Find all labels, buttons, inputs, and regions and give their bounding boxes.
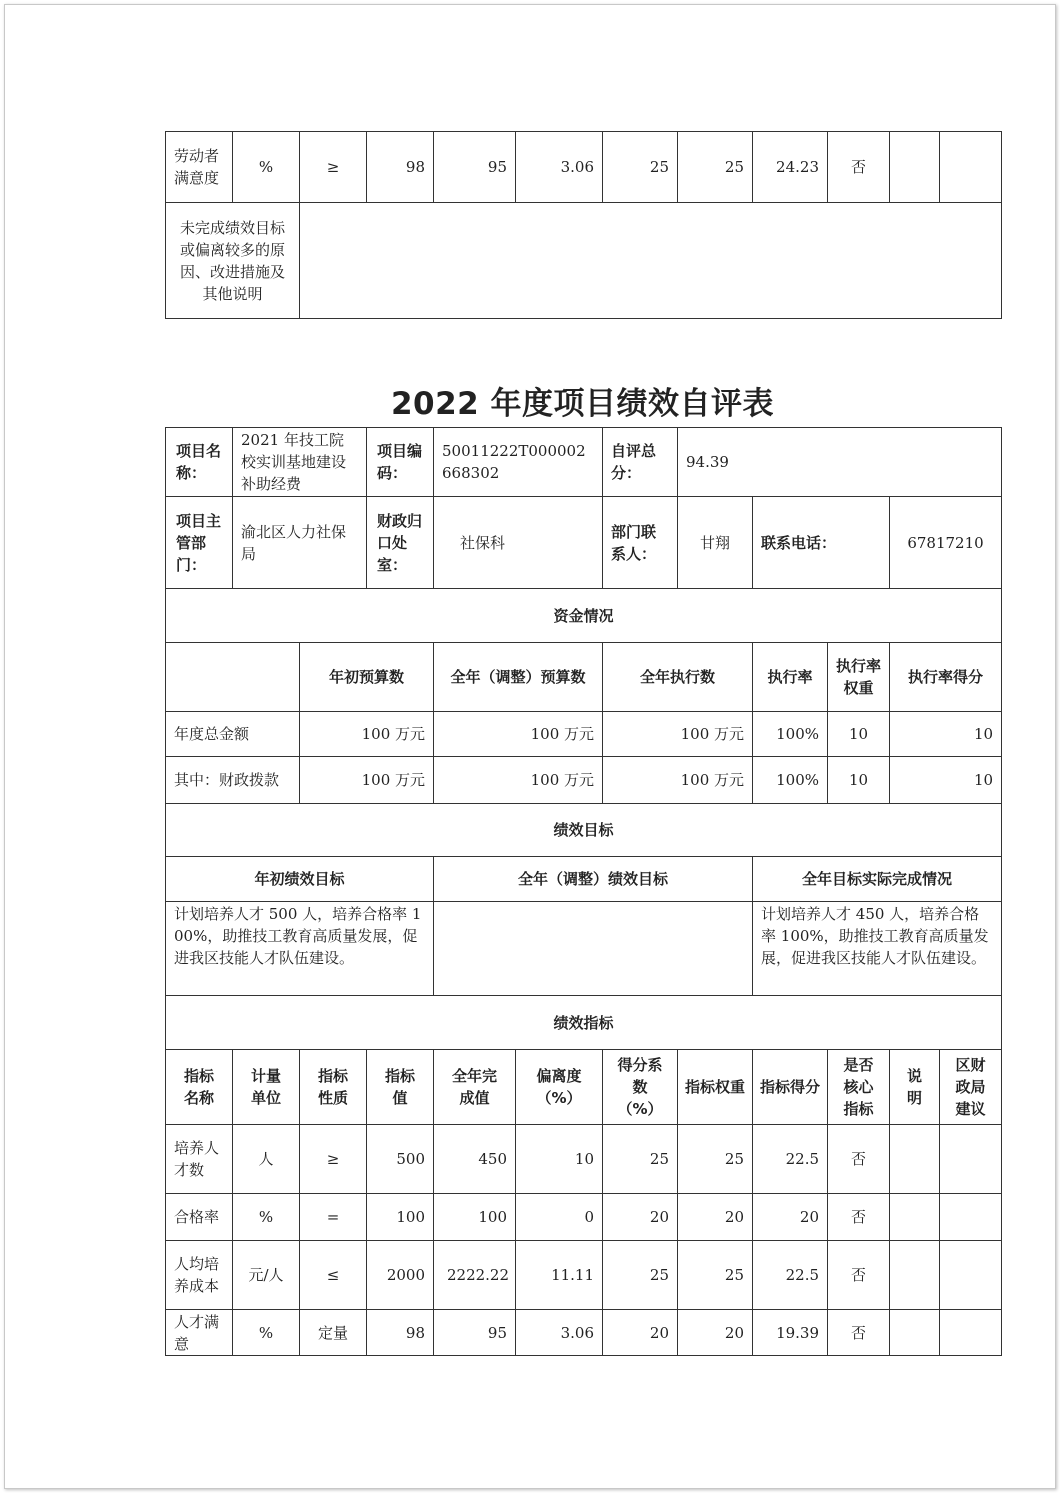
dept-label: 项目主管部门：: [166, 497, 233, 589]
indicator-unit: %: [233, 1310, 300, 1356]
table-row: [166, 1125, 1002, 1194]
indicator-note: [890, 1310, 940, 1356]
indicator-score: 22.5: [753, 1241, 828, 1310]
indicator-header: 是否核心指标: [828, 1050, 890, 1125]
indicator-header: 指标值: [367, 1050, 434, 1125]
reason-label: 未完成绩效目标或偏离较多的原因、改进措施及其他说明: [166, 203, 300, 319]
funds-header: 全年执行数: [603, 643, 753, 712]
goal-initial: 计划培养人才 500 人，培养合格率 100%，助推技工教育高质量发展，促进我区技能人才队伍建设。: [166, 902, 434, 996]
indicator-header: 计量单位: [233, 1050, 300, 1125]
funds-header-row: [166, 643, 1002, 712]
indicator-note: [890, 1194, 940, 1241]
total-score: 94.39: [678, 428, 1002, 497]
goal-actual: 计划培养人才 450 人，培养合格率 100%，助推技工教育高质量发展，促进我区技能人才队伍建设。: [753, 902, 1002, 996]
table-row: [166, 1194, 1002, 1241]
indicator-target: 100: [367, 1194, 434, 1241]
contact: 甘翔: [678, 497, 753, 589]
indicator-unit: %: [233, 132, 300, 203]
funds-cell: 100 万元: [434, 712, 603, 757]
finance-office: 社保科: [434, 497, 603, 589]
indicator-score: 22.5: [753, 1125, 828, 1194]
indicator-actual: 450: [434, 1125, 516, 1194]
funds-cell: 100 万元: [300, 757, 434, 804]
funds-header: [166, 643, 300, 712]
indicator-weight: 25: [678, 1125, 753, 1194]
indicator-unit: %: [233, 1194, 300, 1241]
finance-office-label: 财政归口处室：: [367, 497, 434, 589]
funds-cell: 10: [890, 757, 1002, 804]
indicator-actual: 100: [434, 1194, 516, 1241]
indicator-name: 劳动者满意度: [166, 132, 233, 203]
indicator-score: 19.39: [753, 1310, 828, 1356]
project-name: 2021 年技工院校实训基地建设补助经费: [233, 428, 367, 497]
funds-header: 全年（调整）预算数: [434, 643, 603, 712]
indicator-core: 否: [828, 1194, 890, 1241]
indicator-advice: [940, 1241, 1002, 1310]
funds-cell: 100 万元: [434, 757, 603, 804]
section-row: [166, 589, 1002, 643]
funds-cell: 100%: [753, 712, 828, 757]
indicator-core: 否: [828, 1125, 890, 1194]
performance-table: [165, 427, 1002, 1356]
section-row: [166, 804, 1002, 857]
indicator-coef: 25: [603, 1125, 678, 1194]
funds-header: 年初预算数: [300, 643, 434, 712]
indicator-weight: 20: [678, 1310, 753, 1356]
funds-header: 执行率权重: [828, 643, 890, 712]
table-row: [166, 203, 1002, 319]
indicator-note: [890, 132, 940, 203]
indicator-header: 说明: [890, 1050, 940, 1125]
contact-label: 部门联系人：: [603, 497, 678, 589]
table-row: [166, 712, 1002, 757]
indicator-advice: [940, 1310, 1002, 1356]
indicator-deviation: 0: [516, 1194, 603, 1241]
funds-cell: 100 万元: [300, 712, 434, 757]
phone-label: 联系电话：: [753, 497, 890, 589]
indicator-coef: 25: [603, 132, 678, 203]
indicator-nature: ≥: [300, 1125, 367, 1194]
indicator-advice: [940, 1194, 1002, 1241]
funds-section-title: 资金情况: [166, 589, 1002, 643]
indicator-actual: 95: [434, 132, 516, 203]
indicator-target: 98: [367, 1310, 434, 1356]
indicator-header: 得分系数（%）: [603, 1050, 678, 1125]
indicator-name: 合格率: [166, 1194, 233, 1241]
indicator-header: 偏离度（%）: [516, 1050, 603, 1125]
funds-header: 执行率: [753, 643, 828, 712]
funds-row-label: 年度总金额: [166, 712, 300, 757]
indicator-nature: ≥: [300, 132, 367, 203]
indicator-coef: 20: [603, 1194, 678, 1241]
indicator-weight: 20: [678, 1194, 753, 1241]
indicator-nature: ≤: [300, 1241, 367, 1310]
info-row: [166, 497, 1002, 589]
indicator-note: [890, 1241, 940, 1310]
indicator-target: 2000: [367, 1241, 434, 1310]
indicator-header: 指标得分: [753, 1050, 828, 1125]
indicator-header: 指标权重: [678, 1050, 753, 1125]
indicator-header: 指标性质: [300, 1050, 367, 1125]
goals-header: 全年目标实际完成情况: [753, 857, 1002, 902]
indicator-advice: [940, 132, 1002, 203]
indicator-target: 98: [367, 132, 434, 203]
indicator-weight: 25: [678, 1241, 753, 1310]
indicator-header: 区财政局建议: [940, 1050, 1002, 1125]
indicator-deviation: 3.06: [516, 132, 603, 203]
table-row: [166, 902, 1002, 996]
indicator-deviation: 3.06: [516, 1310, 603, 1356]
funds-cell: 100 万元: [603, 712, 753, 757]
project-code: 50011222T000002668302: [434, 428, 603, 497]
previous-indicator-table: [165, 131, 1002, 319]
phone: 67817210: [890, 497, 1002, 589]
indicator-weight: 25: [678, 132, 753, 203]
reason-value: [300, 203, 1002, 319]
goals-section-title: 绩效目标: [166, 804, 1002, 857]
indicator-score: 20: [753, 1194, 828, 1241]
goals-header: 年初绩效目标: [166, 857, 434, 902]
indicator-core: 否: [828, 132, 890, 203]
table-row: [166, 1241, 1002, 1310]
indicator-target: 500: [367, 1125, 434, 1194]
indicator-actual: 95: [434, 1310, 516, 1356]
indicator-coef: 20: [603, 1310, 678, 1356]
table-row: [166, 1310, 1002, 1356]
funds-cell: 100 万元: [603, 757, 753, 804]
goals-header: 全年（调整）绩效目标: [434, 857, 753, 902]
total-score-label: 自评总分：: [603, 428, 678, 497]
funds-cell: 10: [828, 712, 890, 757]
dept: 渝北区人力社保局: [233, 497, 367, 589]
goals-header-row: [166, 857, 1002, 902]
funds-cell: 10: [890, 712, 1002, 757]
goal-adjusted: [434, 902, 753, 996]
indicator-header: 全年完成值: [434, 1050, 516, 1125]
project-name-label: 项目名称：: [166, 428, 233, 497]
indicator-nature: 定量: [300, 1310, 367, 1356]
table-row: [166, 132, 1002, 203]
funds-cell: 100%: [753, 757, 828, 804]
indicator-name: 培养人才数: [166, 1125, 233, 1194]
indicator-core: 否: [828, 1310, 890, 1356]
indicator-deviation: 11.11: [516, 1241, 603, 1310]
indicator-score: 24.23: [753, 132, 828, 203]
indicator-deviation: 10: [516, 1125, 603, 1194]
indicator-nature: =: [300, 1194, 367, 1241]
table-row: [166, 757, 1002, 804]
indicator-name: 人均培养成本: [166, 1241, 233, 1310]
indicator-core: 否: [828, 1241, 890, 1310]
funds-cell: 10: [828, 757, 890, 804]
indicator-name: 人才满意: [166, 1310, 233, 1356]
project-code-label: 项目编码：: [367, 428, 434, 497]
indicator-advice: [940, 1125, 1002, 1194]
section-row: [166, 996, 1002, 1050]
info-row: [166, 428, 1002, 497]
page-title: 2022 年度项目绩效自评表: [390, 386, 775, 422]
indicators-section-title: 绩效指标: [166, 996, 1002, 1050]
funds-row-label: 其中：财政拨款: [166, 757, 300, 804]
indicators-header-row: [166, 1050, 1002, 1125]
indicator-actual: 2222.22: [434, 1241, 516, 1310]
indicator-coef: 25: [603, 1241, 678, 1310]
indicator-unit: 元/人: [233, 1241, 300, 1310]
indicator-note: [890, 1125, 940, 1194]
indicator-header: 指标名称: [166, 1050, 233, 1125]
indicator-unit: 人: [233, 1125, 300, 1194]
funds-header: 执行率得分: [890, 643, 1002, 712]
